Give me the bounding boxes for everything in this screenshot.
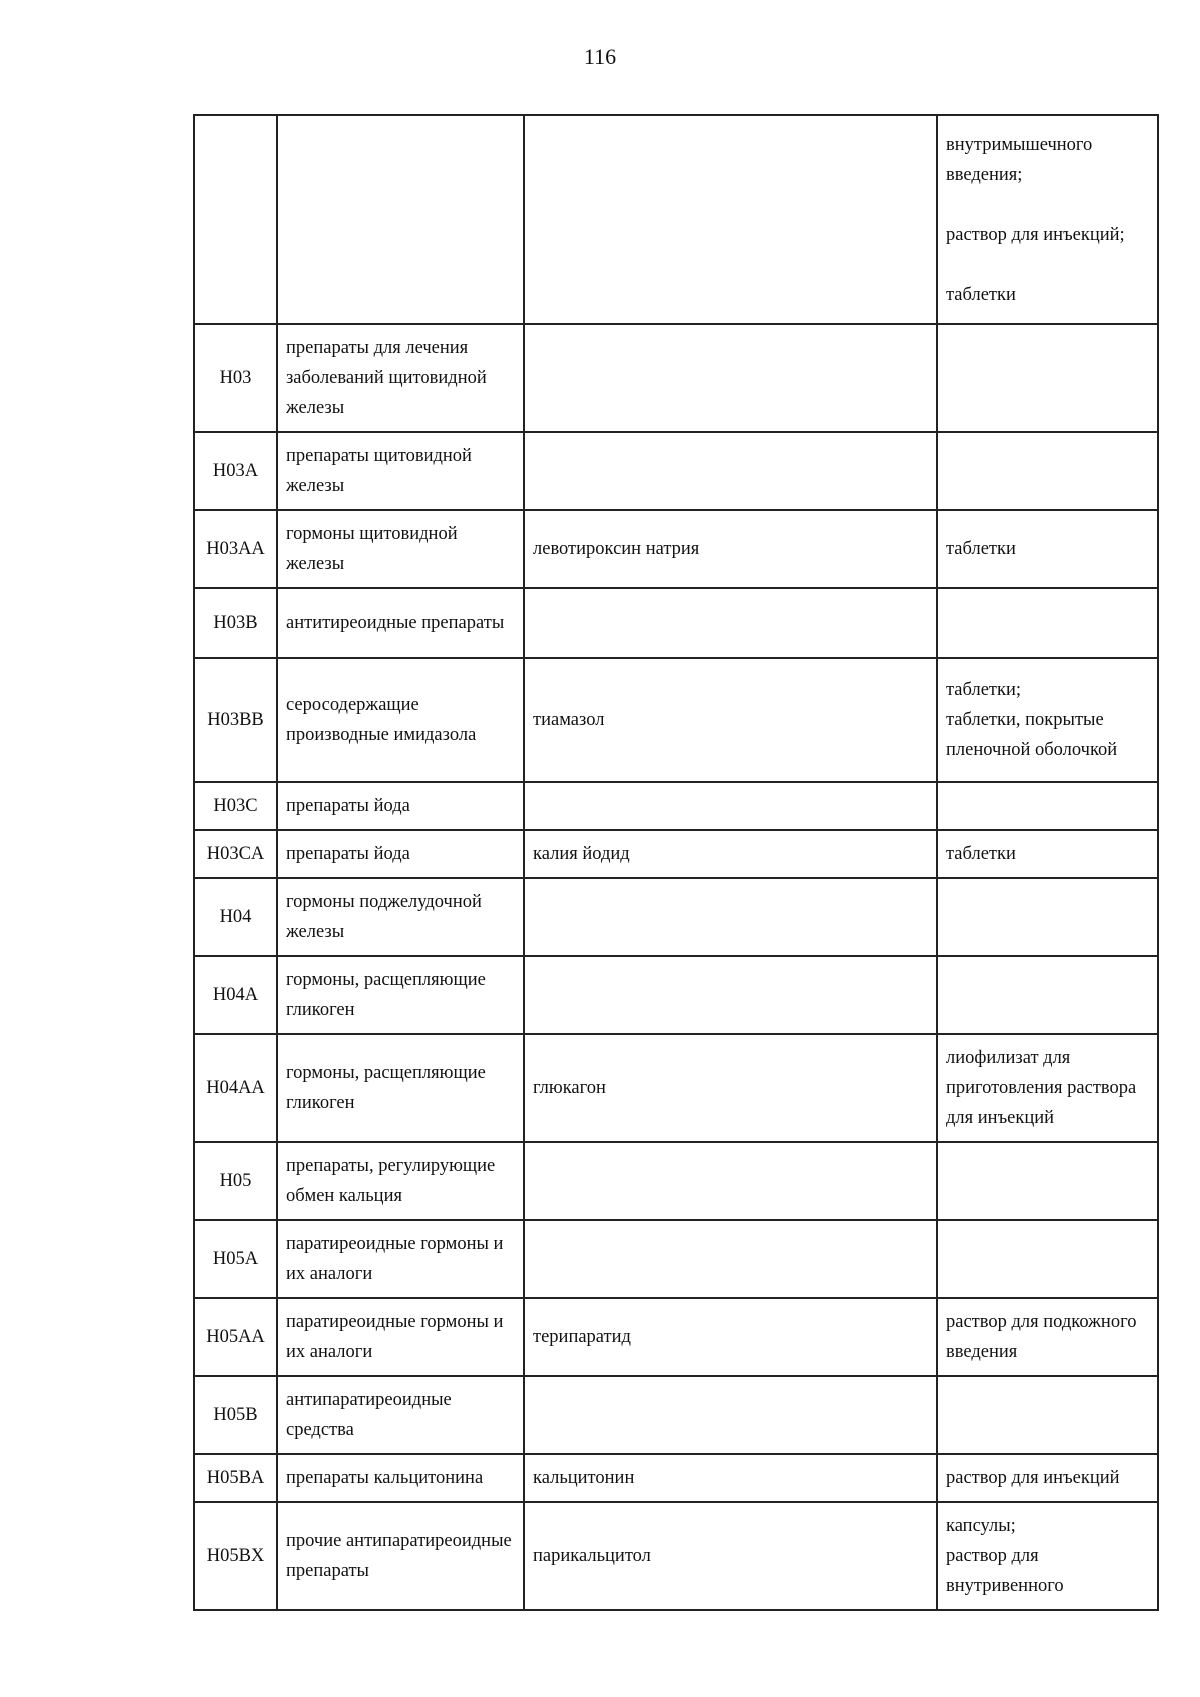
form-gap <box>946 190 1149 220</box>
table-row <box>194 1220 1158 1298</box>
form-line: таблетки <box>946 284 1016 305</box>
cell-code: H03A <box>194 432 277 510</box>
cell-group: препараты щитовидной железы <box>277 432 524 510</box>
cell-group: прочие антипаратиреоидные препараты <box>277 1502 524 1610</box>
form-line: внутримышечного <box>946 134 1093 155</box>
cell-group: препараты, регулирующие обмен кальция <box>277 1142 524 1220</box>
cell-drug: глюкагон <box>524 1034 937 1142</box>
cell-code: H03AA <box>194 510 277 588</box>
cell-form <box>937 1454 1158 1502</box>
table-row <box>194 830 1158 878</box>
table-row <box>194 1376 1158 1454</box>
table-row <box>194 1502 1158 1610</box>
form-line: таблетки, покрытые пленочной оболочкой <box>946 710 1118 760</box>
cell-form <box>937 432 1158 510</box>
table-row <box>194 1142 1158 1220</box>
table-row <box>194 782 1158 830</box>
cell-code: H03BB <box>194 658 277 782</box>
cell-form <box>937 324 1158 432</box>
cell-code: H05BX <box>194 1502 277 1610</box>
cell-code: H05B <box>194 1376 277 1454</box>
form-line: таблетки; <box>946 680 1022 700</box>
cell-drug <box>524 324 937 432</box>
cell-code: H03CA <box>194 830 277 878</box>
cell-drug <box>524 956 937 1034</box>
table-body <box>194 115 1158 1610</box>
cell-drug <box>524 1220 937 1298</box>
table-row <box>194 432 1158 510</box>
cell-code: H03B <box>194 588 277 658</box>
cell-group: препараты кальцитонина <box>277 1454 524 1502</box>
cell-group: гормоны поджелудочной железы <box>277 878 524 956</box>
cell-group: препараты для лечения заболеваний щитовидной железы <box>277 324 524 432</box>
cell-drug <box>524 588 937 658</box>
table-row <box>194 1298 1158 1376</box>
cell-code: H03C <box>194 782 277 830</box>
continuation-row <box>194 115 1158 324</box>
cell-code: H05BA <box>194 1454 277 1502</box>
page-number: 116 <box>583 44 617 69</box>
form-gap <box>946 250 1149 280</box>
table-row <box>194 1034 1158 1142</box>
cell-group: паратиреоидные гормоны и их аналоги <box>277 1298 524 1376</box>
cell-code: H03 <box>194 324 277 432</box>
cell-code: H05 <box>194 1142 277 1220</box>
form-line: раствор для инъекций; <box>946 224 1125 245</box>
cell-form <box>937 1376 1158 1454</box>
cell-drug <box>524 1142 937 1220</box>
table-row <box>194 658 1158 782</box>
cell-group <box>277 115 524 324</box>
table-row <box>194 510 1158 588</box>
cell-group: антипаратиреоидные средства <box>277 1376 524 1454</box>
cell-form <box>937 510 1158 588</box>
cell-form <box>937 1142 1158 1220</box>
cell-group: гормоны, расщепляющие гликоген <box>277 1034 524 1142</box>
cell-form <box>937 1220 1158 1298</box>
form-line: таблетки <box>946 844 1016 864</box>
form-line: раствор для внутривенного <box>946 1546 1064 1596</box>
cell-group: серосодержащие производные имидазола <box>277 658 524 782</box>
form-line: таблетки <box>946 539 1016 559</box>
cell-form <box>937 1298 1158 1376</box>
cell-drug: парикальцитол <box>524 1502 937 1610</box>
form-line: раствор для подкожного введения <box>946 1312 1137 1362</box>
cell-drug <box>524 115 937 324</box>
cell-drug <box>524 782 937 830</box>
cell-group: препараты йода <box>277 830 524 878</box>
cell-drug <box>524 878 937 956</box>
cell-form <box>937 782 1158 830</box>
cell-code: H04AA <box>194 1034 277 1142</box>
cell-form <box>937 658 1158 782</box>
cell-code: H04A <box>194 956 277 1034</box>
cell-drug: левотироксин натрия <box>524 510 937 588</box>
form-line: капсулы; <box>946 1516 1016 1536</box>
cell-group: гормоны, расщепляющие гликоген <box>277 956 524 1034</box>
form-line: лиофилизат для приготовления раствора для инъекций <box>946 1048 1137 1128</box>
cell-drug: калия йодид <box>524 830 937 878</box>
cell-form <box>937 588 1158 658</box>
cell-code: H05A <box>194 1220 277 1298</box>
table-row <box>194 956 1158 1034</box>
cell-group: паратиреоидные гормоны и их аналоги <box>277 1220 524 1298</box>
cell-group: антитиреоидные препараты <box>277 588 524 658</box>
cell-form <box>937 878 1158 956</box>
table-row <box>194 1454 1158 1502</box>
cell-form <box>937 830 1158 878</box>
cell-drug <box>524 1376 937 1454</box>
cell-form <box>937 1502 1158 1610</box>
cell-drug: кальцитонин <box>524 1454 937 1502</box>
table-row <box>194 324 1158 432</box>
cell-drug <box>524 432 937 510</box>
cell-group: гормоны щитовидной железы <box>277 510 524 588</box>
cell-code <box>194 115 277 324</box>
cell-form <box>937 115 1158 324</box>
atc-table <box>193 114 1159 1611</box>
cell-code: H05AA <box>194 1298 277 1376</box>
cell-group: препараты йода <box>277 782 524 830</box>
form-line: введения; <box>946 164 1023 185</box>
cell-code: H04 <box>194 878 277 956</box>
table-row <box>194 588 1158 658</box>
cell-form <box>937 1034 1158 1142</box>
cell-drug: тиамазол <box>524 658 937 782</box>
cell-drug: терипаратид <box>524 1298 937 1376</box>
cell-form <box>937 956 1158 1034</box>
form-line: раствор для инъекций <box>946 1468 1120 1488</box>
table-row <box>194 878 1158 956</box>
